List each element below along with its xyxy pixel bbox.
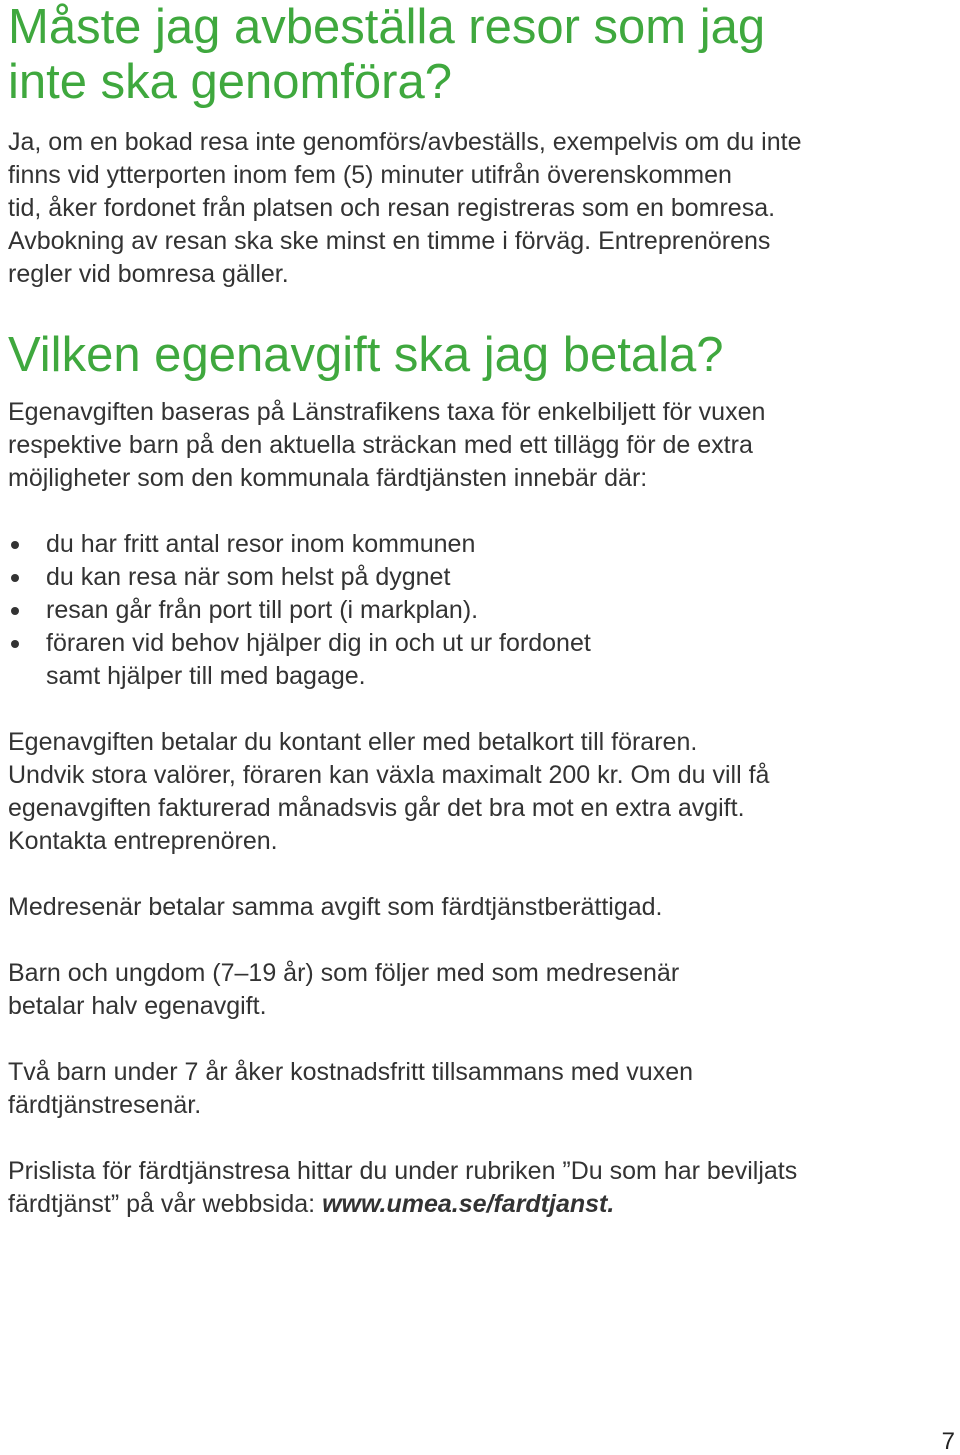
paragraph-line: respektive barn på den aktuella sträckan med ett tillägg för de extra: [8, 431, 753, 459]
payment-paragraph: [8, 726, 960, 858]
companion-paragraph: [8, 891, 960, 924]
price-list-text: färdtjänst” på vår webbsida:: [8, 1190, 316, 1218]
paragraph-line: färdtjänstresenär.: [8, 1091, 202, 1119]
list-item: [8, 528, 960, 561]
bullet-icon: [11, 574, 19, 582]
heading-line: Vilken egenavgift ska jag betala?: [8, 328, 724, 382]
paragraph-line: Medresenär betalar samma avgift som färdtjänstberättigad.: [8, 893, 663, 921]
heading-line: inte ska genomföra?: [8, 55, 452, 109]
fee-intro-paragraph: [8, 396, 960, 495]
cancellation-paragraph: [8, 126, 960, 291]
paragraph-line: tid, åker fordonet från platsen och resan registreras som en bomresa.: [8, 194, 776, 222]
paragraph-line: Kontakta entreprenören.: [8, 827, 278, 855]
list-item: [8, 627, 960, 693]
paragraph-line: egenavgiften fakturerad månadsvis går det bra mot en extra avgift.: [8, 794, 745, 822]
list-item-text: resan går från port till port (i markplan).: [46, 596, 479, 624]
page-number: 7: [941, 1428, 955, 1455]
list-item: [8, 594, 960, 627]
bullet-icon: [11, 607, 19, 615]
website-address: www.umea.se/fardtjanst.: [322, 1190, 615, 1218]
list-item-text: du kan resa när som helst på dygnet: [46, 563, 451, 591]
paragraph-line: Ja, om en bokad resa inte genomförs/avbeställs, exempelvis om du inte: [8, 128, 802, 156]
paragraph-line: finns vid ytterporten inom fem (5) minuter utifrån överenskommen: [8, 161, 732, 189]
paragraph-line: möjligheter som den kommunala färdtjänsten innebär där:: [8, 464, 648, 492]
list-item: [8, 561, 960, 594]
paragraph-line: Egenavgiften baseras på Länstrafikens taxa för enkelbiljett för vuxen: [8, 398, 766, 426]
paragraph-line: Barn och ungdom (7–19 år) som följer med som medresenär: [8, 959, 680, 987]
paragraph-line: Avbokning av resan ska ske minst en timme i förväg. Entreprenörens: [8, 227, 771, 255]
paragraph-line: [8, 1188, 960, 1221]
paragraph-line: betalar halv egenavgift.: [8, 992, 267, 1020]
paragraph-line: Egenavgiften betalar du kontant eller med betalkort till föraren.: [8, 728, 698, 756]
small-children-paragraph: [8, 1056, 960, 1122]
children-paragraph: [8, 957, 960, 1023]
heading-cancel-trips: [8, 0, 960, 110]
bullet-icon: [11, 640, 19, 648]
heading-line: Måste jag avbeställa resor som jag: [8, 0, 766, 54]
paragraph-line: regler vid bomresa gäller.: [8, 260, 289, 288]
bullet-icon: [11, 541, 19, 549]
list-item-text: du har fritt antal resor inom kommunen: [46, 530, 476, 558]
list-item-text: föraren vid behov hjälper dig in och ut ur fordonet: [46, 629, 591, 657]
heading-fee: [8, 328, 960, 383]
list-item-text: samt hjälper till med bagage.: [46, 662, 366, 690]
benefits-list: [8, 528, 960, 693]
paragraph-line: Prislista för färdtjänstresa hittar du under rubriken ”Du som har beviljats: [8, 1157, 798, 1185]
paragraph-line: Undvik stora valörer, föraren kan växla maximalt 200 kr. Om du vill få: [8, 761, 770, 789]
paragraph-line: Två barn under 7 år åker kostnadsfritt tillsammans med vuxen: [8, 1058, 694, 1086]
price-list-paragraph: [8, 1155, 960, 1221]
